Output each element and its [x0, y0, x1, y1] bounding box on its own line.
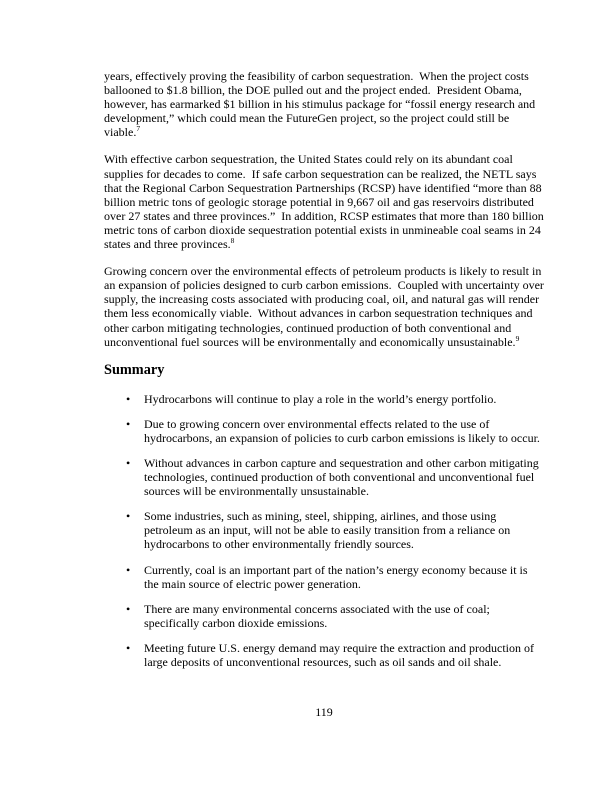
section-heading-summary: Summary [104, 361, 165, 378]
bullet-icon: • [126, 416, 131, 431]
list-item-text: Meeting future U.S. energy demand may require the extraction and production of large deposits of unconventional resources, such as oil sands and oil shale. [144, 640, 537, 669]
bullet-icon: • [126, 640, 131, 655]
list-item [126, 416, 544, 445]
paragraph-text: Growing concern over the environmental effects of petroleum products is likely to result in an expansion of policies designed to curb carbon emissions. Coupled with uncertainty over supply, the increasing costs associated with producing coal, oil, and natural gas will render them less economically viable. Without advances in carbon sequestration techniques and other carbon mitigating technologies, continued production of both conventional and unconventional fuel sources will be environmentally and economically unsustainable. [104, 264, 547, 349]
bullet-icon: • [126, 455, 131, 470]
list-item [126, 391, 544, 406]
bullet-icon: • [126, 562, 131, 577]
paragraph-text: years, effectively proving the feasibility of carbon sequestration. When the project costs ballooned to $1.8 billion, the DOE pulled out and the project ended. President Obama, however, has earmarked $1 billion in his stimulus package for “fossil energy research and development,” which could mean the FutureGen project, so the project could still be viable. [104, 69, 539, 140]
list-item-text: There are many environmental concerns associated with the use of coal; specifically carbon dioxide emissions. [144, 601, 493, 630]
paragraph-text: With effective carbon sequestration, the United States could rely on its abundant coal supplies for decades to come. If safe carbon sequestration can be realized, the NETL says that the Regional Carbon Sequestration Partnerships (RCSP) have identified “more than 88 billion metric tons of geologic storage potential in 9,667 oil and gas reservoirs distributed over 27 states and three provinces.” In addition, RCSP estimates that more than 180 billion metric tons of carbon dioxide sequestration potential exists in unmineable coal seams in 24 states and three provinces. [104, 152, 547, 252]
paragraph [104, 152, 547, 252]
paragraph [104, 264, 547, 349]
bullet-icon: • [126, 391, 131, 406]
list-item-text: Without advances in carbon capture and sequestration and other carbon mitigating technologies, continued production of both conventional and unconventional fuel sources will be environmentally unsustainable. [144, 455, 542, 499]
footnote-reference: 7 [136, 124, 141, 134]
list-item [126, 509, 544, 552]
text-column [104, 69, 547, 669]
list-item-text: Due to growing concern over environmental effects related to the use of hydrocarbons, an expansion of policies to curb carbon emissions is likely to occur. [144, 416, 540, 445]
list-item [126, 640, 544, 669]
summary-bullet-list [104, 392, 544, 669]
footnote-reference: 9 [515, 333, 520, 343]
list-item [126, 455, 544, 499]
list-item-text: Currently, coal is an important part of the nation’s energy economy because it is the main source of electric power generation. [144, 562, 531, 591]
paragraph [104, 69, 544, 139]
footnote-reference: 8 [230, 236, 235, 246]
list-item-text: Some industries, such as mining, steel, shipping, airlines, and those using petroleum as an input, will not be able to easily transition from a reliance on hydrocarbons to other environmentally friendly sources. [144, 509, 514, 552]
bullet-icon: • [126, 601, 131, 616]
list-item-text: Hydrocarbons will continue to play a role in the world’s energy portfolio. [144, 391, 497, 406]
list-item [126, 601, 544, 630]
page-number: 119 [315, 705, 333, 719]
bullet-icon: • [126, 509, 131, 524]
list-item [126, 562, 544, 591]
